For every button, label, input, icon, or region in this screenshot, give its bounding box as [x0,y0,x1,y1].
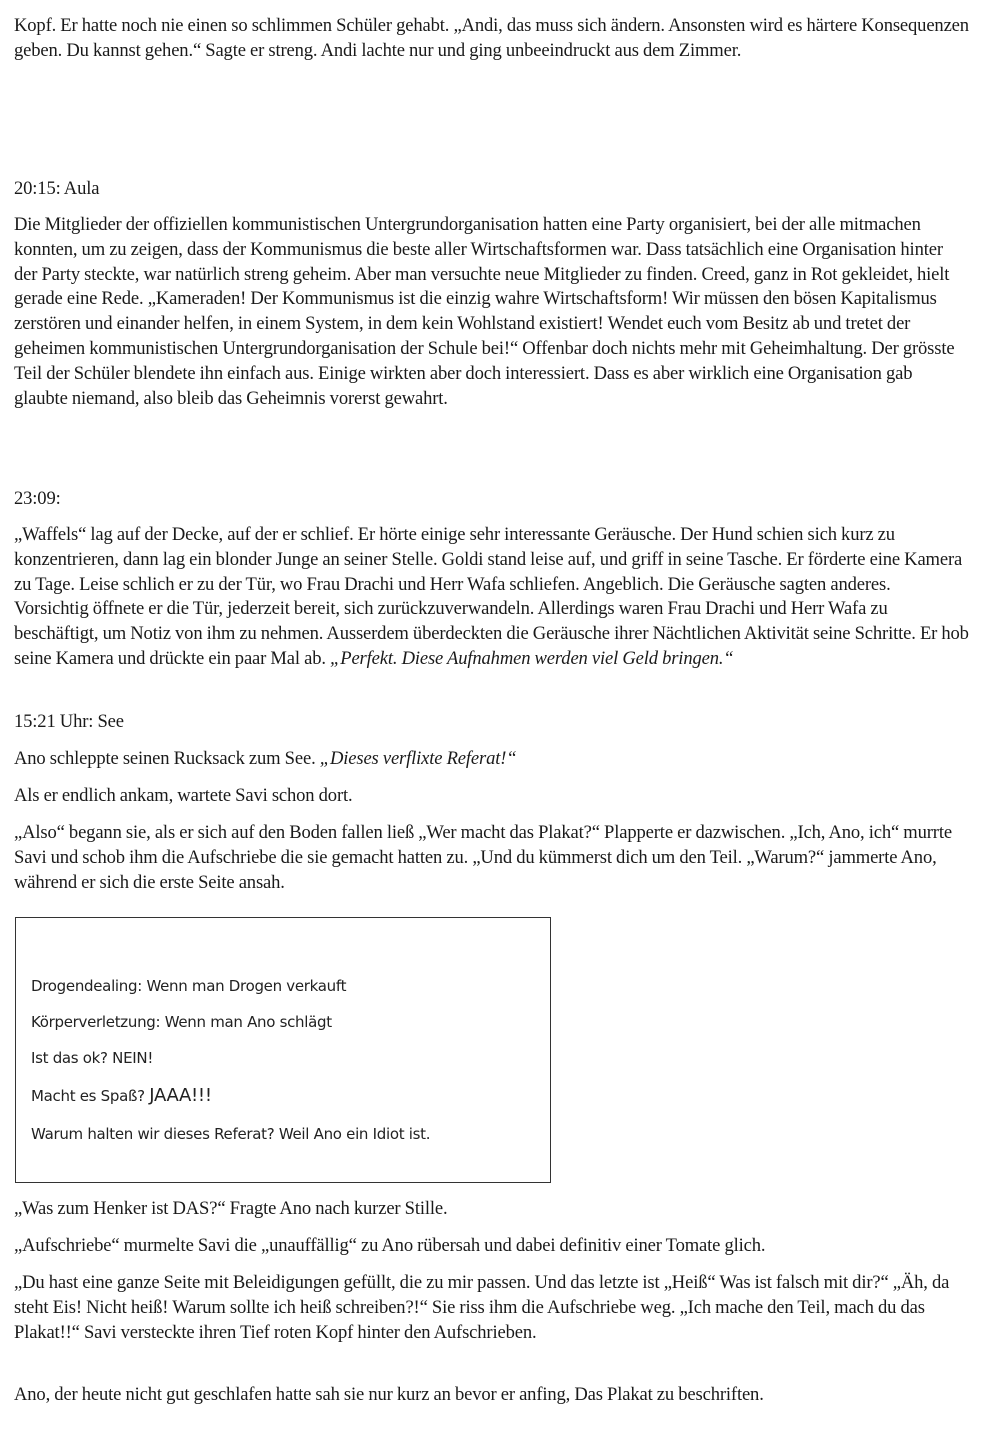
paragraph-after-3: „Du hast eine ganze Seite mit Beleidigungen gefüllt, die zu mir passen. Und das letzte ist „Heiß“ Was ist falsch mit dir?“ „Äh, da steht Eis! Nicht heiß! Warum sollte ich heiß schreiben?!“ Sie riss ihm die Aufschriebe weg. „Ich mache den Teil, mach du das Plakat!!“ Savi versteckte ihren Tief roten Kopf hinter den Aufschrieben. [14,1272,950,1343]
notes-line-3: Ist das ok? NEIN! [31,1049,154,1067]
paragraph-night-quote: „Perfekt. Diese Aufnahmen werden viel Geld bringen.“ [330,647,734,669]
paragraph-aula: Die Mitglieder der offiziellen kommunistischen Untergrundorganisation hatten eine Party organisiert, bei der alle mitmachen konnten, um zu zeigen, dass der Kommunismus die beste aller Wirtschaftsformen war. Dass tatsächlich eine Organisation hinter der Party steckte, war natürlich streng geheim. Aber man versuchte neue Mitglieder zu finden. Creed, ganz in Rot gekleidet, hielt gerade eine Rede. „Kameraden! Der Kommunismus ist die einzig wahre Wirtschaftsform! Wir müssen den bösen Kapitalismus zerstören und einander helfen, in einem System, in dem kein Wohlstand existiert! Wendet euch vom Besitz ab und tretet der geheimen kommunistischen Untergrundorganisation der Schule bei!“ Offenbar doch nichts mehr mit Geheimhaltung. Der grösste Teil der Schüler blendete ihn einfach aus. Einige wirkten aber doch interessiert. Dass es aber wirklich eine Organisation gab glaubte niemand, also bleib das Geheimnis vorerst gewahrt. [14,214,955,409]
notes-line-4 [31,1085,212,1106]
notes-line-2: Körperverletzung: Wenn man Ano schlägt [31,1013,332,1031]
section-heading-aula: 20:15: Aula [14,178,100,199]
paragraph-see-1-text: Ano schleppte seinen Rucksack zum See. [14,748,320,769]
paragraph-after-2: „Aufschriebe“ murmelte Savi die „unauffällig“ zu Ano rübersah und dabei definitiv einer Tomate glich. [14,1235,766,1256]
paragraph-intro: Kopf. Er hatte noch nie einen so schlimmen Schüler gehabt. „Andi, das muss sich ändern. Ansonsten wird es härtere Konsequenzen geben. Du kannst gehen.“ Sagte er streng. Andi lachte nur und ging unbeeindruckt aus dem Zimmer. [14,15,969,61]
paragraph-after-1: „Was zum Henker ist DAS?“ Fragte Ano nach kurzer Stille. [14,1198,448,1219]
paragraph-see-1-quote: „Dieses verflixte Referat!“ [319,748,517,769]
notes-line-5: Warum halten wir dieses Referat? Weil Ano ein Idiot ist. [31,1125,431,1143]
paragraph-see-1 [14,747,969,772]
section-heading-night: 23:09: [14,488,61,509]
paragraph-night [14,523,969,672]
paragraph-after-4: Ano, der heute nicht gut geschlafen hatte sah sie nur kurz an bevor er anfing, Das Plakat zu beschriften. [14,1384,764,1405]
paragraph-night-text: „Waffels“ lag auf der Decke, auf der er schlief. Er hörte einige sehr interessante Geräusche. Der Hund schien sich kurz zu konzentrieren, dann lag ein blonder Junge an seiner Stelle. Goldi stand leise auf, und griff in seine Tasche. Er förderte eine Kamera zu Tage. Leise schlich er zu der Tür, wo Frau Drachi und Herr Wafa schliefen. Angeblich. Die Geräusche sagten anderes. Vorsichtig öffnete er die Tür, jederzeit bereit, sich zurückzuverwandeln. Allerdings waren Frau Drachi und Herr Wafa zu beschäftigt, um Notiz von ihm zu nehmen. Ausserdem überdeckten die Geräusche ihrer Nächtlichen Aktivität seine Schritte. Er hob seine Kamera und drückte ein paar Mal ab. [14,524,969,669]
paragraph-see-3: „Also“ begann sie, als er sich auf den Boden fallen ließ „Wer macht das Plakat?“ Plapperte er dazwischen. „Ich, Ano, ich“ murrte Savi und schob ihm die Aufschriebe die sie gemacht hatten zu. „Und du kümmerst dich um den Teil. „Warum?“ jammerte Ano, während er sich die erste Seite ansah. [14,822,952,893]
notes-line-1: Drogendealing: Wenn man Drogen verkauft [31,977,347,995]
notes-line-4-answer: JAAA!!! [149,1085,212,1106]
section-heading-see: 15:21 Uhr: See [14,711,124,732]
notes-line-4-question: Macht es Spaß? [31,1087,150,1105]
notes-image-box [15,917,551,1183]
paragraph-see-2: Als er endlich ankam, wartete Savi schon dort. [14,785,353,806]
